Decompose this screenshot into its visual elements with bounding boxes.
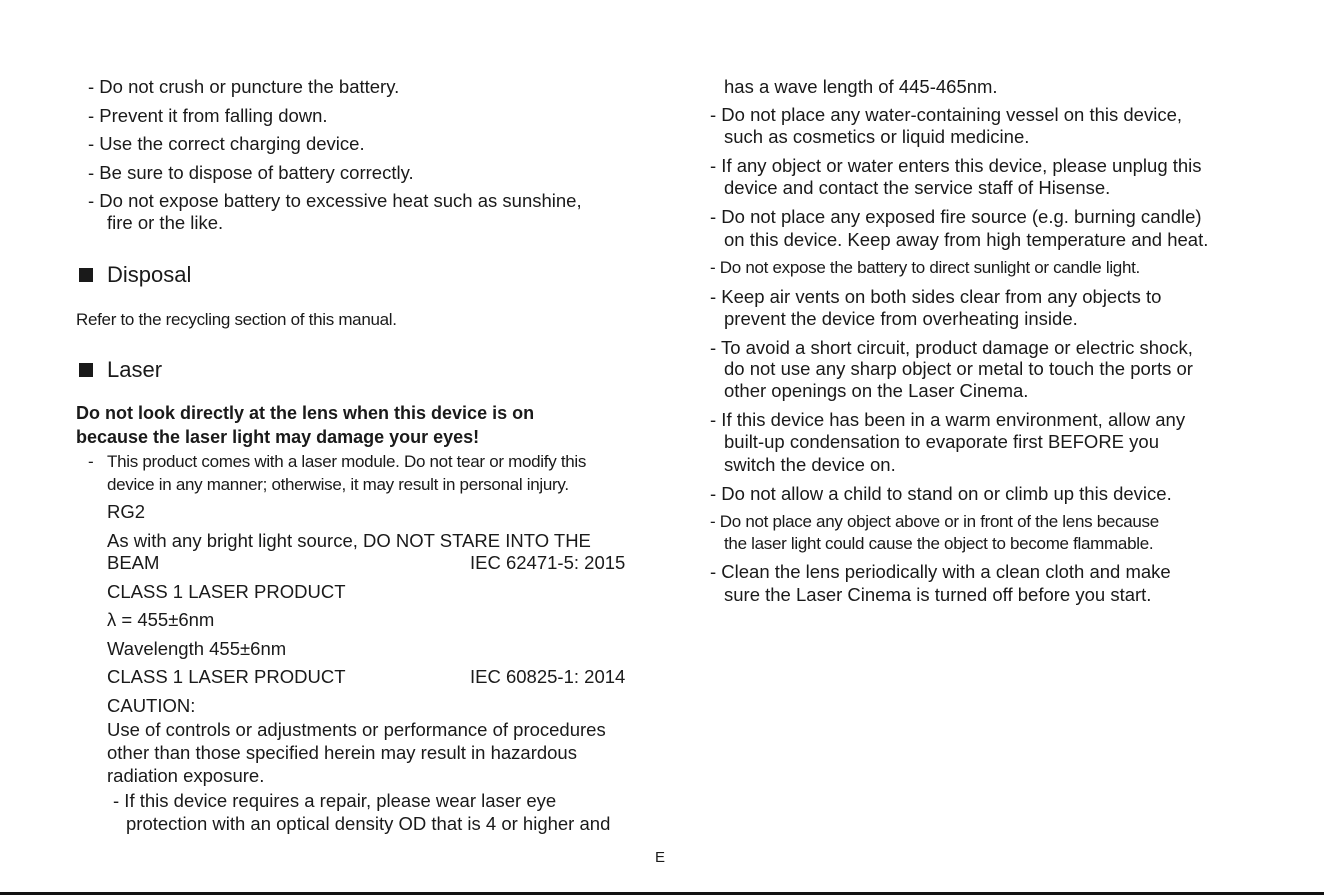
list-dash: - [88,452,94,471]
right-text-line: - If this device has been in a warm environment, allow any [710,409,1186,430]
caution-text-line: Use of controls or adjustments or performance of procedures [107,719,606,740]
caution-text-line: other than those specified herein may result in hazardous [107,742,577,763]
repair-line: protection with an optical density OD that is 4 or higher and [126,813,611,834]
right-text-line: such as cosmetics or liquid medicine. [724,126,1030,147]
right-text-line: built-up condensation to evaporate first BEFORE you [724,431,1159,452]
battery-item: - Be sure to dispose of battery correctly. [88,162,414,183]
laser-module-line: device in any manner; otherwise, it may result in personal injury. [107,475,569,494]
right-text-line: the laser light could cause the object to become flammable. [724,534,1154,553]
iec-standard: IEC 60825-1: 2014 [470,666,626,687]
right-text-line: - Do not place any water-containing vessel on this device, [710,104,1183,125]
laser-warning-line: because the laser light may damage your eyes! [76,427,480,447]
right-text-line: - If any object or water enters this device, please unplug this [710,155,1202,176]
right-text-line: - Keep air vents on both sides clear from any objects to [710,286,1162,307]
right-text-line: - Do not place any exposed fire source (e.g. burning candle) [710,206,1202,227]
battery-item: - Do not crush or puncture the battery. [88,76,400,97]
right-text-line: has a wave length of 445-465nm. [724,76,998,97]
right-text-line: - Do not expose the battery to direct sunlight or candle light. [710,258,1140,277]
right-text-line: device and contact the service staff of Hisense. [724,177,1111,198]
right-text-line: - Clean the lens periodically with a clean cloth and make [710,561,1171,582]
stare-warning-line: BEAM [107,552,160,573]
section-heading-laser: Laser [107,357,163,382]
iec-standard: IEC 62471-5: 2015 [470,552,626,573]
stare-warning-line: As with any bright light source, DO NOT STARE INTO THE [107,530,591,551]
right-text-line: on this device. Keep away from high temperature and heat. [724,229,1209,250]
page-number: E [655,849,666,866]
right-text-line: prevent the device from overheating inside. [724,308,1078,329]
laser-class-label: CLASS 1 LASER PRODUCT [107,666,346,687]
section-heading-disposal: Disposal [107,262,192,287]
right-text-line: switch the device on. [724,454,896,475]
caution-text-line: radiation exposure. [107,765,265,786]
laser-class-label: CLASS 1 LASER PRODUCT [107,581,346,602]
right-text-line: do not use any sharp object or metal to touch the ports or [724,358,1193,379]
wavelength-value: Wavelength 455±6nm [107,638,287,659]
rg2-label: RG2 [107,501,146,522]
laser-module-line: This product comes with a laser module. Do not tear or modify this [107,452,587,471]
right-text-line: sure the Laser Cinema is turned off before you start. [724,584,1152,605]
section-bullet-square [79,363,93,377]
laser-warning-line: Do not look directly at the lens when this device is on [76,403,535,423]
right-text-line: other openings on the Laser Cinema. [724,380,1029,401]
battery-item-continuation: fire or the like. [107,212,224,233]
right-text-line: - To avoid a short circuit, product damage or electric shock, [710,337,1193,358]
right-text-line: - Do not allow a child to stand on or climb up this device. [710,483,1172,504]
battery-item: - Do not expose battery to excessive heat such as sunshine, [88,190,582,211]
battery-item: - Use the correct charging device. [88,133,365,154]
battery-item: - Prevent it from falling down. [88,105,328,126]
caution-label: CAUTION: [107,695,196,716]
right-text-line: - Do not place any object above or in front of the lens because [710,512,1159,531]
repair-line: - If this device requires a repair, please wear laser eye [113,790,557,811]
disposal-text: Refer to the recycling section of this manual. [76,310,397,329]
section-bullet-square [79,268,93,282]
lambda-value: λ = 455±6nm [107,609,215,630]
